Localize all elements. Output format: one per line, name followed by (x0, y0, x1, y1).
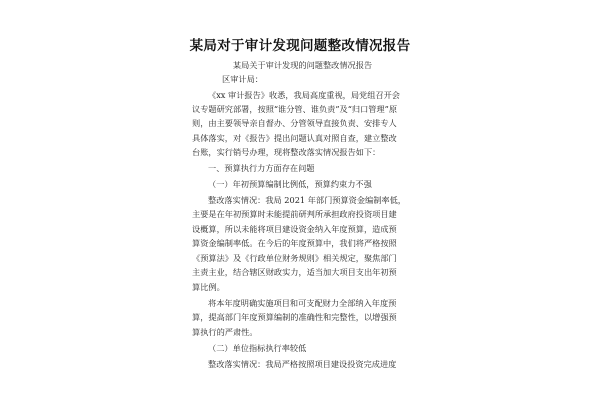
paragraph-line: 具体落实，对《报告》提出问题认真对照自查，建立整改 (192, 133, 397, 143)
subsection-heading: （一）年初预算编制比例低，预算约束力不强 (208, 179, 372, 189)
document-body (192, 60, 413, 400)
paragraph-line: 整改落实情况：我局严格按照项目建设投资完成进度 (208, 359, 397, 369)
section-heading: 一、预算执行力方面存在问题 (208, 163, 315, 173)
paragraph-line: 则，由主要领导亲自督办、分管领导直接负责、安排专人 (192, 118, 397, 128)
subsection-heading: （二）单位指标执行率较低 (208, 343, 307, 353)
paragraph-line: 议专题研究部署，按照“谁分管、谁负责”及“归口管理”原 (192, 104, 398, 114)
salutation-line: 区审计局： (222, 74, 263, 84)
paragraph-line: 算，提高部门年度预算编制的准确性和完整性，以增强预 (192, 312, 397, 322)
paragraph-line: 将本年度明确实施项目和可支配财力全部纳入年度预 (208, 298, 397, 308)
document-subtitle: 某局关于审计发现的问题整改情况报告 (232, 60, 373, 70)
paragraph-line: 算执行的严肃性。 (192, 327, 258, 337)
document-title: 某局对于审计发现问题整改情况报告 (189, 38, 411, 54)
paragraph-line: 台账，实行销号办理，现将整改落实情况报告如下： (192, 147, 381, 157)
paragraph-line: 《预算法》及《行政单位财务规则》相关规定，聚焦部门 (192, 253, 397, 263)
paragraph-line: 主责主业，结合辖区财政实力，适当加大项目支出年初预 (192, 267, 397, 277)
paragraph-line: 整改落实情况：我局 2021 年部门预算资金编制率低， (208, 195, 406, 205)
paragraph-line: 主要是在年初预算时未能提前研判所承担政府投资项目建 (192, 209, 397, 219)
paragraph-line: 算比例。 (192, 282, 225, 292)
paragraph-line: 算资金编制率低。在今后的年度预算中，我们将严格按照 (192, 238, 397, 248)
paragraph-line: 《xx 审计报告》收悉，我局高度重视，局党组召开会 (208, 90, 400, 100)
paragraph-line: 设概算，所以未能将项目建设资金纳入年度预算，造成预 (192, 224, 397, 234)
